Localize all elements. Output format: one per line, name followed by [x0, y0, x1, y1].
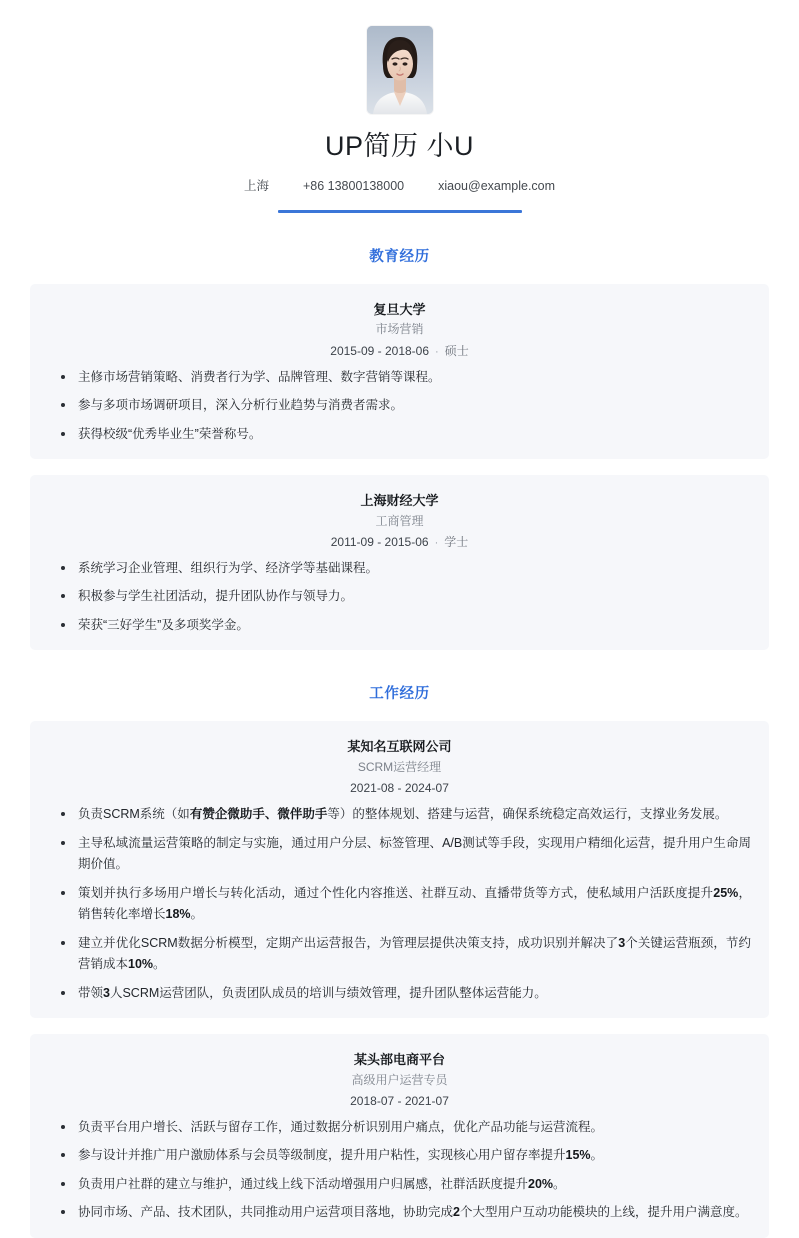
entry-card	[30, 475, 769, 650]
bullet-text: 人SCRM运营团队，负责团队成员的培训与绩效管理，提升团队整体运营能力。	[109, 985, 547, 1000]
bullet-text: 。	[590, 1148, 604, 1163]
bullet-item	[48, 586, 751, 608]
entry-subtitle: 工商管理	[375, 513, 424, 528]
bullet-item	[48, 558, 751, 580]
bullet-highlight: 25%	[713, 885, 739, 900]
bullet-item	[48, 1145, 751, 1167]
sections-container	[0, 213, 799, 1238]
entry-bullet-list	[48, 804, 751, 1004]
entry-meta	[48, 531, 751, 554]
bullet-highlight: 3	[618, 935, 626, 950]
entry-organization: 某知名互联网公司	[347, 739, 452, 755]
bullet-text: 主修市场营销策略、消费者行为学、品牌管理、数字营销等课程。	[78, 369, 441, 384]
bullet-text: 获得校级“优秀毕业生”荣誉称号。	[78, 426, 262, 441]
resume-section	[0, 650, 799, 1237]
entry-meta-separator: ·	[435, 345, 439, 358]
entry-card	[30, 1034, 769, 1238]
bullet-text: 。	[153, 957, 166, 972]
bullet-item	[48, 933, 751, 976]
entry-meta	[48, 1090, 751, 1113]
bullet-text: 。	[553, 1176, 566, 1191]
section-title: 工作经历	[369, 686, 430, 703]
entry-subtitle: 高级用户运营专员	[351, 1072, 448, 1087]
bullet-text: 等）的整体规划、搭建与运营，确保系统稳定高效运行，支撑业务发展。	[327, 807, 728, 822]
bullet-text: 荣获“三好学生”及多项奖学金。	[78, 617, 249, 632]
bullet-highlight: 18%	[165, 907, 191, 922]
page-title: UP简历 小U	[324, 131, 474, 161]
bullet-text: 负责SCRM系统（如	[78, 807, 190, 822]
entry-bullet-list	[48, 1117, 751, 1224]
entry-bullet-list	[48, 367, 751, 446]
bullet-highlight: 15%	[565, 1148, 591, 1163]
bullet-highlight: 20%	[528, 1176, 554, 1191]
contact-email: xiaou@example.com	[438, 179, 556, 194]
resume-header	[0, 0, 799, 213]
bullet-text: 参与多项市场调研项目，深入分析行业趋势与消费者需求。	[78, 398, 404, 413]
bullet-item	[48, 1117, 751, 1139]
bullet-item	[48, 983, 751, 1005]
entry-date-range: 2018-07 - 2021-07	[350, 1094, 449, 1109]
entry-organization: 复旦大学	[373, 301, 426, 317]
bullet-text: 积极参与学生社团活动，提升团队协作与领导力。	[78, 589, 354, 604]
bullet-item	[48, 833, 751, 876]
resume-section	[0, 213, 799, 651]
portrait-photo-icon	[367, 26, 433, 114]
bullet-text: 参与设计并推广用户激励体系与会员等级制度，提升用户粘性，实现核心用户留存率提升	[78, 1148, 566, 1163]
entry-organization: 某头部电商平台	[353, 1052, 445, 1068]
bullet-text: 个大型用户互动功能模块的上线，提升用户满意度。	[459, 1205, 748, 1220]
bullet-text: 系统学习企业管理、组织行为学、经济学等基础课程。	[78, 560, 379, 575]
bullet-text: 主导私域流量运营策略的制定与实施，通过用户分层、标签管理、A/B测试等手段，实现用户精细化运营，提升用户生命周期价值。	[78, 835, 751, 872]
contact-phone: +86 13800138000	[302, 179, 405, 194]
entry-meta	[48, 340, 751, 363]
avatar	[367, 26, 433, 114]
bullet-text: 协同市场、产品、技术团队，共同推动用户运营项目落地，协助完成	[78, 1205, 454, 1220]
entry-organization: 上海财经大学	[360, 493, 439, 509]
bullet-item	[48, 395, 751, 417]
entry-degree: 硕士	[444, 343, 469, 358]
entry-card	[30, 721, 769, 1018]
bullet-text: 建立并优化SCRM数据分析模型，定期产出运营报告，为管理层提供决策支持，成功识别并解决了	[78, 935, 619, 950]
avatar-container	[30, 26, 769, 114]
bullet-item	[48, 367, 751, 389]
bullet-text: 负责平台用户增长、活跃与留存工作，通过数据分析识别用户痛点，优化产品功能与运营流程。	[78, 1119, 604, 1134]
bullet-highlight: 3	[103, 985, 110, 1000]
bullet-item	[48, 1202, 751, 1224]
entry-meta	[48, 777, 751, 800]
bullet-text: 。	[190, 907, 204, 922]
bullet-highlight: 10%	[128, 957, 154, 972]
entry-card	[30, 284, 769, 459]
entry-degree: 学士	[444, 535, 469, 550]
entry-date-range: 2015-09 - 2018-06	[330, 343, 430, 358]
entry-bullet-list	[48, 558, 751, 637]
bullet-highlight: 有赞企微助手、微伴助手	[189, 807, 328, 822]
contact-row	[30, 178, 769, 196]
bullet-item	[48, 883, 751, 926]
entry-meta-separator: ·	[434, 537, 439, 550]
entry-date-range: 2021-08 - 2024-07	[350, 781, 449, 796]
bullet-text: 个关键运营瓶颈，节约营销成本	[78, 935, 751, 972]
bullet-text: ，销售转化率增长	[78, 885, 751, 922]
contact-location: 上海	[243, 179, 269, 194]
bullet-item	[48, 424, 751, 446]
bullet-text: 带领	[78, 985, 104, 1000]
bullet-item	[48, 804, 751, 826]
entry-date-range: 2011-09 - 2015-06	[330, 535, 429, 550]
entry-subtitle: 市场营销	[375, 322, 424, 337]
bullet-item	[48, 1174, 751, 1196]
section-title: 教育经历	[369, 248, 430, 265]
bullet-highlight: 2	[453, 1205, 460, 1220]
bullet-item	[48, 615, 751, 637]
entry-subtitle: SCRM运营经理	[357, 759, 442, 774]
bullet-text: 策划并执行多场用户增长与转化活动，通过个性化内容推送、社群互动、直播带货等方式，使私域用户活跃度提升	[78, 885, 714, 900]
bullet-text: 负责用户社群的建立与维护，通过线上线下活动增强用户归属感，社群活跃度提升	[78, 1176, 529, 1191]
